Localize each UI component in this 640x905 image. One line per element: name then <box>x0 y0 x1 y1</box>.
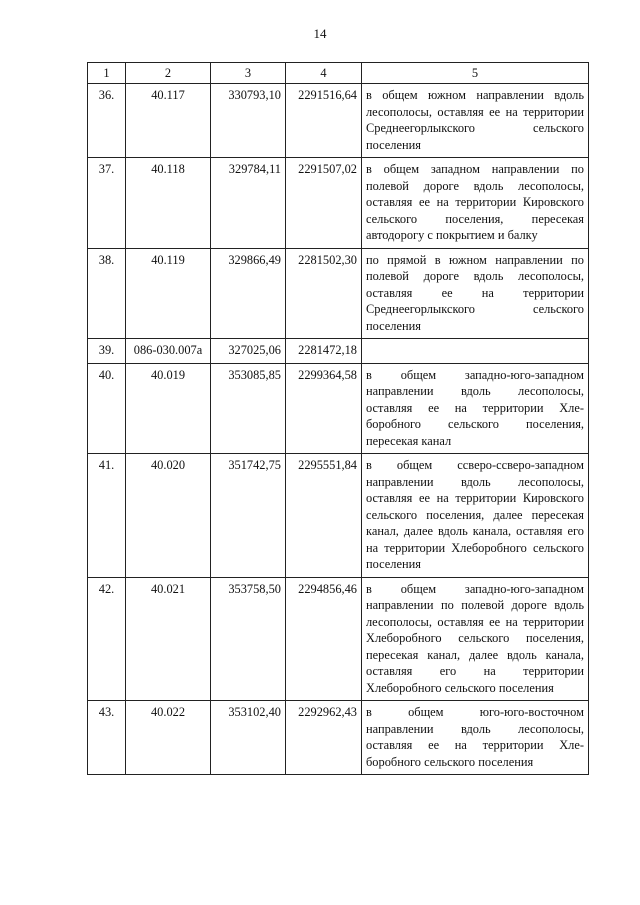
coordinate-y-cell: 2299364,58 <box>286 363 362 454</box>
boundary-description-cell: по прямой в южном направлении по полевой дороге вдоль лесополосы, оставляя ее на территории Среднеегорлыкского сельского поселения <box>362 248 589 339</box>
boundary-description-cell: в общем западном направлении по полевой дороге вдоль лесополосы, оставляя ее на территории Кировского сельского поселения, пересекая автодорогу с покрытием и балку <box>362 158 589 249</box>
coordinate-x-cell: 330793,10 <box>211 84 286 158</box>
table-row <box>88 577 589 701</box>
point-code-cell: 40.020 <box>126 454 211 578</box>
table-row <box>88 363 589 454</box>
coordinate-y-cell: 2292962,43 <box>286 701 362 775</box>
table-row <box>88 158 589 249</box>
row-number-cell: 36. <box>88 84 126 158</box>
boundary-points-table <box>87 62 589 775</box>
coordinate-y-cell: 2295551,84 <box>286 454 362 578</box>
point-code-cell: 40.022 <box>126 701 211 775</box>
boundary-description-cell: в общем южном направлении вдоль лесополосы, оставляя ее на территории Среднеегорлыкского сельского поселения <box>362 84 589 158</box>
column-header-1: 1 <box>88 63 126 84</box>
point-code-cell: 40.118 <box>126 158 211 249</box>
coordinate-x-cell: 329866,49 <box>211 248 286 339</box>
coordinate-y-cell: 2281502,30 <box>286 248 362 339</box>
table-body <box>88 63 589 775</box>
table-row <box>88 248 589 339</box>
row-number-cell: 42. <box>88 577 126 701</box>
table-row <box>88 701 589 775</box>
point-code-cell: 40.021 <box>126 577 211 701</box>
column-header-4: 4 <box>286 63 362 84</box>
row-number-cell: 39. <box>88 339 126 364</box>
coordinate-x-cell: 353085,85 <box>211 363 286 454</box>
table-header-row <box>88 63 589 84</box>
row-number-cell: 38. <box>88 248 126 339</box>
point-code-cell: 086-030.007а <box>126 339 211 364</box>
row-number-cell: 43. <box>88 701 126 775</box>
coordinate-x-cell: 353102,40 <box>211 701 286 775</box>
coordinate-y-cell: 2291507,02 <box>286 158 362 249</box>
column-header-2: 2 <box>126 63 211 84</box>
coordinate-x-cell: 329784,11 <box>211 158 286 249</box>
boundary-description-cell: в общем западно-юго-западном направлении вдоль лесополосы, оставляя ее на территории Хлеборобного сельского поселения, пересекая канал <box>362 363 589 454</box>
point-code-cell: 40.019 <box>126 363 211 454</box>
boundary-description-cell: в общем западно-юго-западном направлении по полевой дороге вдоль лесополосы, оставляя ее на территории Хлеборобного сельского поселения, пересекая канал, далее вдоль канала, оставляя его на территории Хлеборобного сельского поселения <box>362 577 589 701</box>
coordinate-y-cell: 2291516,64 <box>286 84 362 158</box>
coordinate-y-cell: 2294856,46 <box>286 577 362 701</box>
page-number: 14 <box>313 26 327 41</box>
row-number-cell: 37. <box>88 158 126 249</box>
row-number-cell: 40. <box>88 363 126 454</box>
table-row <box>88 339 589 364</box>
boundary-description-cell <box>362 339 589 364</box>
table-row <box>88 454 589 578</box>
boundary-description-cell: в общем ссверо-ссверо-западном направлении вдоль лесополосы, оставляя ее на территории Кировского сельского поселения, далее пересекая канал, далее вдоль канала, оставляя его на территории Хлеборобного сельского поселения <box>362 454 589 578</box>
table-row <box>88 84 589 158</box>
boundary-description-cell: в общем юго-юго-восточном направлении вдоль лесополосы, оставляя ее на территории Хлеборобного сельского поселения <box>362 701 589 775</box>
column-header-5: 5 <box>362 63 589 84</box>
column-header-3: 3 <box>211 63 286 84</box>
coordinate-x-cell: 327025,06 <box>211 339 286 364</box>
row-number-cell: 41. <box>88 454 126 578</box>
coordinate-x-cell: 353758,50 <box>211 577 286 701</box>
coordinate-y-cell: 2281472,18 <box>286 339 362 364</box>
point-code-cell: 40.117 <box>126 84 211 158</box>
coordinate-x-cell: 351742,75 <box>211 454 286 578</box>
point-code-cell: 40.119 <box>126 248 211 339</box>
